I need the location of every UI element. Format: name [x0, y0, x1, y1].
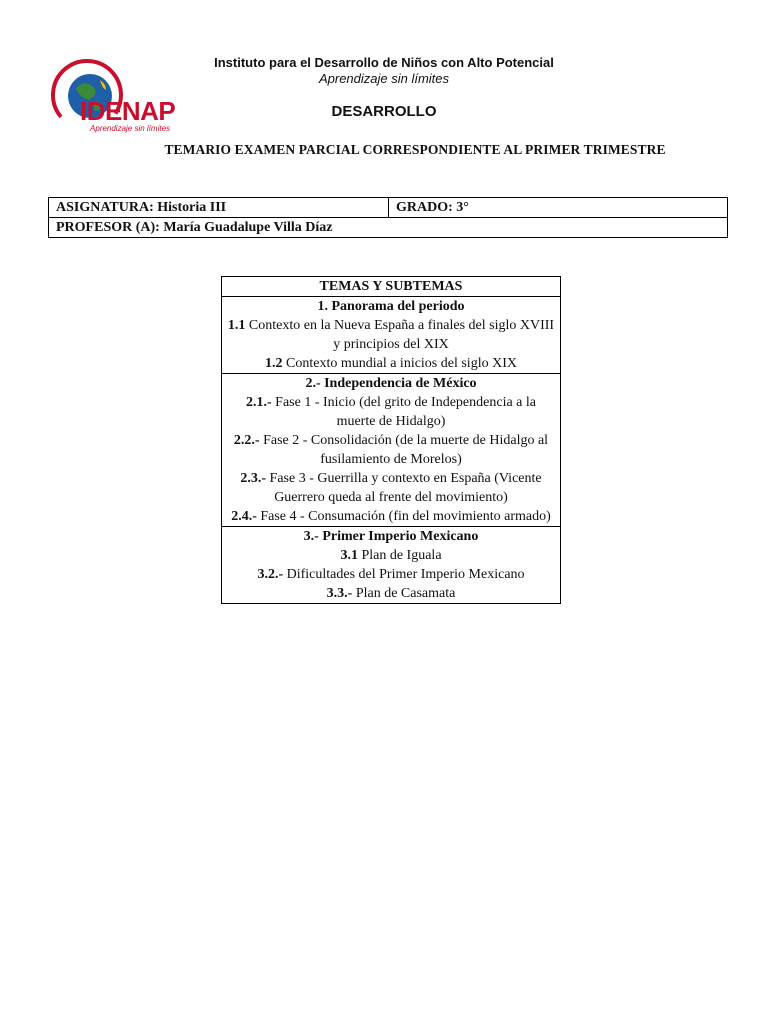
subtopic-number: 1.1: [227, 318, 246, 333]
teacher-cell: PROFESOR (A): María Guadalupe Villa Díaz: [49, 218, 728, 238]
section-row: [222, 527, 561, 604]
subtopic-text: Dificultades del Primer Imperio Mexicano: [283, 567, 525, 582]
subtopic-number: 2.2.-: [233, 433, 260, 448]
topics-header-row: [222, 277, 561, 297]
section-cell: [222, 374, 561, 527]
subtopic: [225, 354, 557, 373]
subtopic-number: 3.2.-: [257, 567, 284, 582]
subtopic: [225, 565, 557, 584]
subject-cell: ASIGNATURA: Historia III: [49, 198, 389, 218]
grade-cell: GRADO: 3°: [389, 198, 728, 218]
section-row: [222, 297, 561, 374]
subtopic-number: 2.4.-: [231, 509, 257, 524]
subtopic: [225, 469, 557, 507]
subtopic: [225, 507, 557, 526]
subject-info-table: [48, 197, 728, 238]
section-title: 2.- Independencia de México: [305, 376, 477, 391]
subtopic: [225, 393, 557, 431]
institution-motto: Aprendizaje sin límites: [318, 71, 450, 86]
subtopic-number: 3.3.-: [326, 586, 353, 601]
subtopic: [225, 546, 557, 565]
subtopic-text: Fase 1 - Inicio (del grito de Independencia a la muerte de Hidalgo): [271, 395, 536, 429]
topics-header: TEMAS Y SUBTEMAS: [222, 277, 561, 297]
subtopic-text: Fase 4 - Consumación (fin del movimiento armado): [256, 509, 551, 524]
topics-table: [221, 276, 561, 604]
logo-tagline: Aprendizaje sin límites: [90, 124, 171, 133]
department-title: DESARROLLO: [331, 103, 437, 120]
subtopic-text: Contexto mundial a inicios del siglo XIX: [282, 356, 517, 371]
section-title: 1. Panorama del periodo: [317, 299, 465, 314]
subtopic-number: 1.2: [265, 356, 283, 371]
subtopic-number: 2.3.-: [240, 471, 267, 486]
logo-wordmark: IDENAP: [80, 96, 176, 126]
subtopic: [225, 431, 557, 469]
subtopic-number: 3.1: [340, 548, 358, 563]
subtopic-text: Contexto en la Nueva España a finales del siglo XVIII y principios del XIX: [245, 318, 555, 352]
subtopic-text: Plan de Iguala: [357, 548, 442, 563]
info-row: [49, 198, 728, 218]
section-row: [222, 374, 561, 527]
subtopic: [225, 316, 557, 354]
subtopic-text: Fase 3 - Guerrilla y contexto en España (Vicente Guerrero queda al frente del movimiento): [266, 471, 542, 505]
subtopic-text: Plan de Casamata: [352, 586, 456, 601]
exam-title: TEMARIO EXAMEN PARCIAL CORRESPONDIENTE AL PRIMER TRIMESTRE: [164, 142, 666, 157]
subtopic-text: Fase 2 - Consolidación (de la muerte de Hidalgo al fusilamiento de Morelos): [259, 433, 549, 467]
institution-name: Instituto para el Desarrollo de Niños con Alto Potencial: [214, 55, 554, 70]
info-row: [49, 218, 728, 238]
subtopic: [225, 584, 557, 603]
section-title: 3.- Primer Imperio Mexicano: [303, 529, 479, 544]
subtopic-number: 2.1.-: [245, 395, 272, 410]
section-cell: [222, 527, 561, 604]
section-cell: [222, 297, 561, 374]
